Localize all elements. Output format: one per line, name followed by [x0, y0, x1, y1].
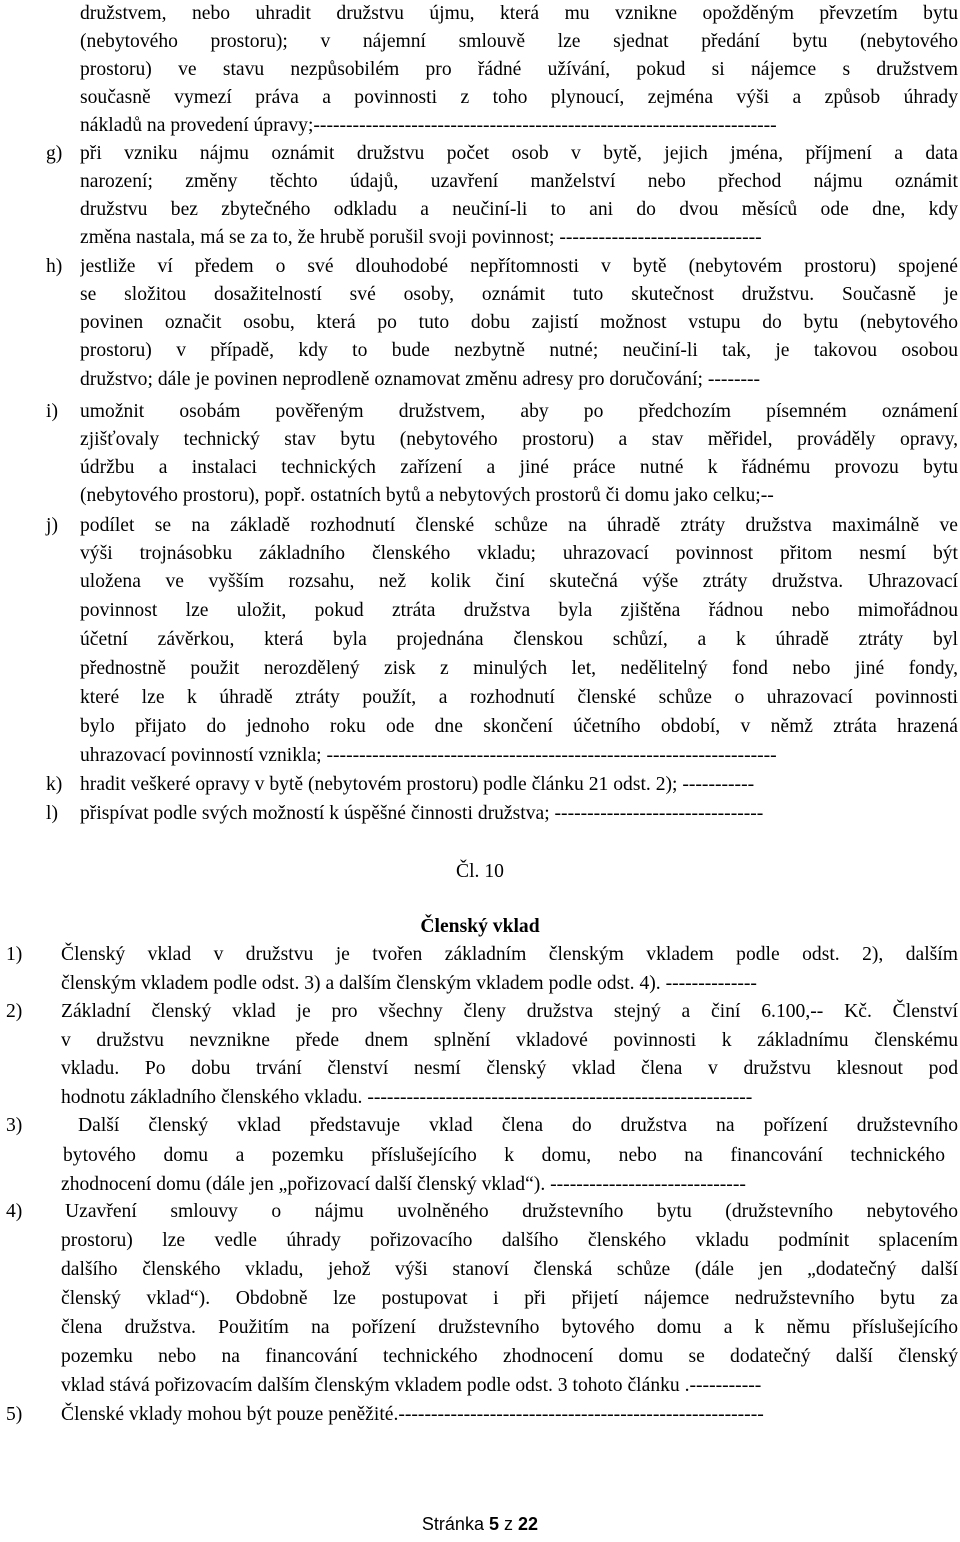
text-line: v družstvu nevznikne přede dnem splnění vkladové povinnosti k základnímu členskému	[61, 1030, 958, 1051]
text-line: zhodnocení domu (dále jen „pořizovací další členský vklad“). ------------------------------	[61, 1174, 746, 1195]
list-marker: 3)	[6, 1115, 23, 1136]
text-line: Další členský vklad představuje vklad člena do družstva na pořízení družstevního	[78, 1115, 958, 1136]
text-line: uhrazovací povinností vznikla; ---------------------------------------------------------------------	[80, 745, 777, 766]
list-marker: g)	[46, 143, 63, 164]
text-line: nákladů na provedení úpravy;-----------------------------------------------------------------------	[80, 115, 777, 136]
text-line: Základní členský vklad je pro všechny členy družstva stejný a činí 6.100,-- Kč. Členství	[61, 1001, 958, 1022]
footer-current-page: 5	[488, 1514, 499, 1534]
list-marker: k)	[46, 774, 63, 795]
text-line: družstvo; dále je povinen neprodleně oznamovat změnu adresy pro doručování; --------	[80, 369, 761, 390]
text-line: povinnost lze uložit, pokud ztráta družstva byla zjištěna řádnou nebo mimořádnou	[80, 600, 958, 621]
text-line: pozemku nebo na financování technického zhodnocení domu se dodatečný další členský	[61, 1346, 958, 1367]
text-line: povinen označit osobu, která po tuto dobu zajistí možnost vstupu do bytu (nebytového	[80, 312, 958, 333]
text-line: výši trojnásobku základního členského vkladu; uhrazovací povinnost přitom nesmí být	[80, 543, 958, 564]
list-marker: h)	[46, 256, 63, 277]
list-marker: 5)	[6, 1404, 23, 1425]
text-line: přispívat podle svých možností k úspěšné činnosti družstva; --------------------------------	[80, 803, 764, 824]
list-marker: 2)	[6, 1001, 23, 1022]
text-line: současně vymezí práva a povinnosti z toho plynoucí, zejména výši a způsob úhrady	[80, 87, 958, 108]
text-line: (nebytového prostoru); v nájemní smlouvě lze sjednat předání bytu (nebytového	[80, 31, 958, 52]
text-line: družstvu bez zbytečného odkladu a neučiní-li to ani do dvou měsíců ode dne, kdy	[80, 199, 958, 220]
text-line: bytového domu a pozemku příslušejícího k domu, nebo na financování technického	[63, 1145, 945, 1166]
text-line: Členský vklad v družstvu je tvořen základním členským vkladem podle odst. 2), dalším	[61, 944, 958, 965]
text-line: Uzavření smlouvy o nájmu uvolněného družstevního bytu (družstevního nebytového	[65, 1201, 958, 1222]
text-line: narození; změny těchto údajů, uzavření manželství nebo přechod nájmu oznámit	[80, 171, 958, 192]
text-line: při vzniku nájmu oznámit družstvu počet osob v bytě, jejich jména, příjmení a data	[80, 143, 958, 164]
text-line: vkladu. Po dobu trvání členství nesmí členský vklad člena v družstvu klesnout pod	[61, 1058, 958, 1079]
text-line: prostoru) lze vedle úhrady pořizovacího dalšího členského vkladu podmínit splacením	[61, 1230, 958, 1251]
text-line: změna nastala, má se za to, že hrubě porušil svoji povinnost; -------------------------------	[80, 227, 762, 248]
list-marker: j)	[46, 515, 58, 536]
text-line: člena družstva. Použitím na pořízení družstevního bytového domu a k němu příslušejícího	[61, 1317, 958, 1338]
text-line: účetní závěrkou, která byla projednána členskou schůzí, a k úhradě ztráty byl	[80, 629, 958, 650]
text-line: přednostně použit nerozdělený zisk z minulých let, nedělitelný fond nebo jiné fondy,	[80, 658, 958, 679]
text-line: prostoru) v případě, kdy to bude nezbytně nutné; neučiní-li tak, je takovou osobou	[80, 340, 958, 361]
text-line: vklad stává pořizovacím dalším členským vkladem podle odst. 3 tohoto článku .-----------	[61, 1375, 762, 1396]
text-line: prostoru) ve stavu nezpůsobilém pro řádné užívání, pokud si nájemce s družstvem	[80, 59, 958, 80]
text-line: které lze k úhradě ztráty použít, a rozhodnutí členské schůze o uhrazovací povinnosti	[80, 687, 958, 708]
list-marker: i)	[46, 401, 58, 422]
list-marker: 4)	[6, 1201, 23, 1222]
text-line: umožnit osobám pověřeným družstvem, aby po předchozím písemném oznámení	[80, 401, 958, 422]
text-line: Členské vklady mohou být pouze peněžité.--------------------------------------------------------	[61, 1404, 764, 1425]
article-number: Čl. 10	[456, 861, 504, 882]
text-line: členským vkladem podle odst. 3) a dalším členským vkladem podle odst. 4). --------------	[61, 973, 757, 994]
footer-total-pages: 22	[518, 1514, 539, 1534]
text-line: dalšího členského vkladu, jehož výši stanoví členská schůze (dále jen „dodatečný další	[61, 1259, 958, 1280]
list-marker: 1)	[6, 944, 23, 965]
footer-separator: z	[504, 1514, 514, 1534]
article-title: Členský vklad	[420, 916, 540, 937]
footer-label: Stránka	[421, 1514, 484, 1534]
text-line: družstvem, nebo uhradit družstvu újmu, která mu vznikne opožděným převzetím bytu	[80, 3, 958, 24]
text-line: se složitou dosažitelností své osoby, oznámit tuto skutečnost družstvu. Současně je	[80, 284, 958, 305]
list-marker: l)	[46, 803, 58, 824]
text-line: uložena ve vyšším rozsahu, než kolik činí skutečná výše ztráty družstva. Uhrazovací	[80, 571, 958, 592]
text-line: hodnotu základního členského vkladu. -----------------------------------------------------------	[61, 1087, 753, 1108]
text-line: hradit veškeré opravy v bytě (nebytovém prostoru) podle článku 21 odst. 2); -----------	[80, 774, 755, 795]
text-line: jestliže ví předem o své dlouhodobé nepřítomnosti v bytě (nebytovém prostoru) spojené	[80, 256, 958, 277]
page-footer	[0, 1512, 960, 1536]
text-line: bylo přijato do jednoho roku ode dne skončení účetního období, v němž ztráta hrazená	[80, 716, 958, 737]
text-line: údržbu a instalaci technických zařízení a jiné práce nutné k řádnému provozu bytu	[80, 457, 958, 478]
text-line: zjišťovaly technický stav bytu (nebytového prostoru) a stav měřidel, prováděly opravy,	[80, 429, 958, 450]
text-line: podílet se na základě rozhodnutí členské schůze na úhradě ztráty družstva maximálně ve	[80, 515, 958, 536]
text-line: členský vklad“). Obdobně lze postupovat i při přijetí nájemce nedružstevního bytu za	[61, 1288, 958, 1309]
text-line: (nebytového prostoru), popř. ostatních bytů a nebytových prostorů či domu jako celku;--	[80, 485, 774, 506]
